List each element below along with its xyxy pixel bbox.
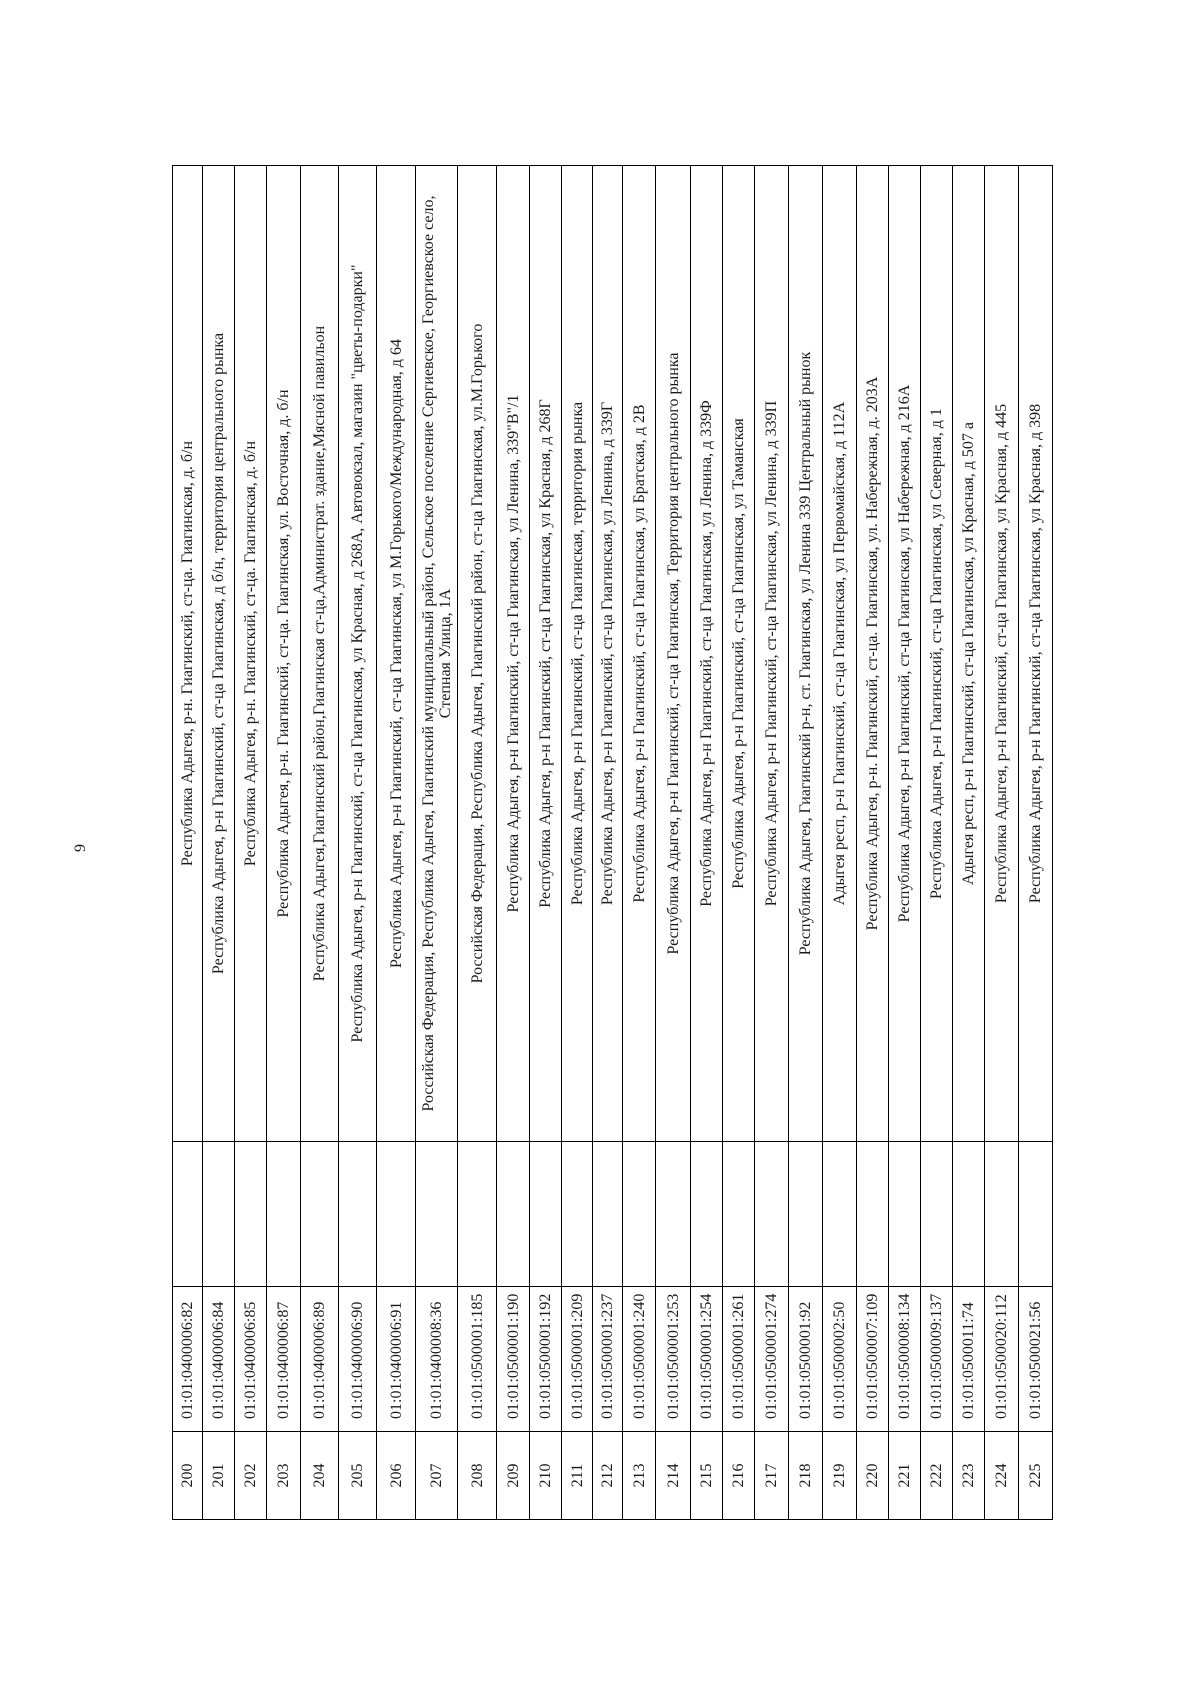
address-cell: Республика Адыгея, р-н Гиагинский, ст-ца Гиагинская, Территория центрального рынка: [656, 166, 691, 1142]
empty-cell: [203, 1142, 235, 1287]
cadastral-number-cell: 01:01:0500001:192: [530, 1287, 562, 1432]
table-row: [985, 166, 1019, 1520]
empty-cell: [656, 1142, 691, 1287]
table-row: [377, 166, 416, 1520]
row-number-cell: 216: [723, 1432, 755, 1520]
empty-cell: [857, 1142, 889, 1287]
cadastral-number-cell: 01:01:0500001:261: [723, 1287, 755, 1432]
cadastral-number-cell: 01:01:0500001:254: [691, 1287, 723, 1432]
row-number-cell: 205: [339, 1432, 377, 1520]
row-number-cell: 206: [377, 1432, 416, 1520]
address-cell: Республика Адыгея, р-н Гиагинский, ст-ца Гиагинская, ул Братская, д 2В: [623, 166, 656, 1142]
cadastral-table: [172, 165, 1053, 1520]
row-number-cell: 215: [691, 1432, 723, 1520]
address-cell: Республика Адыгея, р-н Гиагинский, ст-ца Гиагинская, ул Набережная, д 216А: [889, 166, 921, 1142]
row-number-cell: 212: [593, 1432, 623, 1520]
address-cell: Республика Адыгея, р-н Гиагинский, ст-ца Гиагинская, ул Ленина, д 339П: [755, 166, 789, 1142]
address-cell: Республика Адыгея, р-н. Гиагинский, ст-ца. Гиагинская, ул. Восточная, д. б/н: [267, 166, 301, 1142]
cadastral-number-cell: 01:01:0500001:237: [593, 1287, 623, 1432]
address-cell: Республика Адыгея,Гиагинский район,Гиагинская ст-ца,Администрат. здание,Мясной павильон: [301, 166, 339, 1142]
row-number-cell: 202: [235, 1432, 267, 1520]
table-row: [235, 166, 267, 1520]
table-row: [497, 166, 530, 1520]
row-number-cell: 218: [789, 1432, 823, 1520]
empty-cell: [458, 1142, 497, 1287]
cadastral-number-cell: 01:01:0500001:253: [656, 1287, 691, 1432]
table-row: [823, 166, 857, 1520]
table-row: [857, 166, 889, 1520]
row-number-cell: 210: [530, 1432, 562, 1520]
table-row: [562, 166, 593, 1520]
row-number-cell: 221: [889, 1432, 921, 1520]
empty-cell: [889, 1142, 921, 1287]
cadastral-number-cell: 01:01:0500002:50: [823, 1287, 857, 1432]
row-number-cell: 213: [623, 1432, 656, 1520]
address-cell: Республика Адыгея, р-н Гиагинский, ст-ца Гиагинская, ул Северная, д 1: [921, 166, 953, 1142]
empty-cell: [497, 1142, 530, 1287]
table-row: [339, 166, 377, 1520]
table-row: [301, 166, 339, 1520]
empty-cell: [562, 1142, 593, 1287]
address-cell: Республика Адыгея, р-н. Гиагинский, ст-ца. Гиагинская, д. б/н: [235, 166, 267, 1142]
address-cell: Российская Федерация, Республика Адыгея, Гиагинский муниципальный район, Сельское поселение Сергиевское, Георгиевское село, Степная Улица, 1А: [416, 166, 458, 1142]
cadastral-number-cell: 01:01:0500011:74: [953, 1287, 985, 1432]
table-row: [1019, 166, 1053, 1520]
empty-cell: [416, 1142, 458, 1287]
address-cell: Республика Адыгея, р-н Гиагинский, ст-ца Гиагинская, ул Таманская: [723, 166, 755, 1142]
table-row: [953, 166, 985, 1520]
cadastral-number-cell: 01:01:0400006:90: [339, 1287, 377, 1432]
table-row: [173, 166, 203, 1520]
table-row: [530, 166, 562, 1520]
table-row: [267, 166, 301, 1520]
table-row: [203, 166, 235, 1520]
table-row: [623, 166, 656, 1520]
cadastral-number-cell: 01:01:0500001:185: [458, 1287, 497, 1432]
row-number-cell: 201: [203, 1432, 235, 1520]
table-row: [889, 166, 921, 1520]
row-number-cell: 220: [857, 1432, 889, 1520]
empty-cell: [377, 1142, 416, 1287]
empty-cell: [823, 1142, 857, 1287]
cadastral-number-cell: 01:01:0500008:134: [889, 1287, 921, 1432]
table-row: [789, 166, 823, 1520]
row-number-cell: 207: [416, 1432, 458, 1520]
address-cell: Республика Адыгея, р-н Гиагинский, ст-ца Гиагинская, д б/н, территория центрального рынка: [203, 166, 235, 1142]
address-cell: Республика Адыгея, р-н Гиагинский, ст-ца Гиагинская, территория рынка: [562, 166, 593, 1142]
empty-cell: [339, 1142, 377, 1287]
row-number-cell: 214: [656, 1432, 691, 1520]
address-cell: Республика Адыгея, р-н Гиагинский, ст-ца Гиагинская, ул М.Горького/Международная, д 64: [377, 166, 416, 1142]
address-cell: Республика Адыгея, р-н Гиагинский, ст-ца Гиагинская, ул Красная, д 445: [985, 166, 1019, 1142]
cadastral-number-cell: 01:01:0500001:92: [789, 1287, 823, 1432]
address-cell: Республика Адыгея, р-н Гиагинский, ст-ца Гиагинская, ул Красная, д 398: [1019, 166, 1053, 1142]
empty-cell: [1019, 1142, 1053, 1287]
row-number-cell: 204: [301, 1432, 339, 1520]
row-number-cell: 203: [267, 1432, 301, 1520]
empty-cell: [953, 1142, 985, 1287]
row-number-cell: 217: [755, 1432, 789, 1520]
address-cell: Республика Адыгея, р-н Гиагинский, ст-ца Гиагинская, ул Ленина, 339"В"/1: [497, 166, 530, 1142]
empty-cell: [623, 1142, 656, 1287]
rotated-table-frame: [172, 166, 1052, 1520]
address-cell: Республика Адыгея, р-н Гиагинский, ст-ца Гиагинская, ул Красная, д 268А, Автовокзал, магазин "цветы-подарки": [339, 166, 377, 1142]
table-row: [723, 166, 755, 1520]
table-row: [921, 166, 953, 1520]
row-number-cell: 208: [458, 1432, 497, 1520]
cadastral-number-cell: 01:01:0400006:82: [173, 1287, 203, 1432]
cadastral-number-cell: 01:01:0400006:84: [203, 1287, 235, 1432]
address-cell: Республика Адыгея, р-н Гиагинский, ст-ца Гиагинская, ул Красная, д 268Г: [530, 166, 562, 1142]
cadastral-number-cell: 01:01:0500001:209: [562, 1287, 593, 1432]
address-cell: Адыгея респ, р-н Гиагинский, ст-ца Гиагинская, ул Красная, д 507 а: [953, 166, 985, 1142]
cadastral-number-cell: 01:01:0500001:190: [497, 1287, 530, 1432]
cadastral-number-cell: 01:01:0400006:91: [377, 1287, 416, 1432]
row-number-cell: 211: [562, 1432, 593, 1520]
table-row: [593, 166, 623, 1520]
row-number-cell: 222: [921, 1432, 953, 1520]
address-cell: Республика Адыгея, р-н Гиагинский, ст-ца Гиагинская, ул Ленина, д 339Ф: [691, 166, 723, 1142]
empty-cell: [301, 1142, 339, 1287]
cadastral-number-cell: 01:01:0400006:85: [235, 1287, 267, 1432]
empty-cell: [267, 1142, 301, 1287]
row-number-cell: 209: [497, 1432, 530, 1520]
address-cell: Республика Адыгея, р-н Гиагинский, ст-ца Гиагинская, ул Ленина, д 339Г: [593, 166, 623, 1142]
address-cell: Республика Адыгея, Гиагинский р-н, ст. Гиагинская, ул Ленина 339 Центральный рынок: [789, 166, 823, 1142]
empty-cell: [755, 1142, 789, 1287]
row-number-cell: 219: [823, 1432, 857, 1520]
empty-cell: [530, 1142, 562, 1287]
table-row: [755, 166, 789, 1520]
cadastral-number-cell: 01:01:0400006:89: [301, 1287, 339, 1432]
cadastral-number-cell: 01:01:0500020:112: [985, 1287, 1019, 1432]
address-cell: Республика Адыгея, р-н. Гиагинский, ст-ца. Гиагинская, д. б/н: [173, 166, 203, 1142]
row-number-cell: 224: [985, 1432, 1019, 1520]
empty-cell: [789, 1142, 823, 1287]
empty-cell: [173, 1142, 203, 1287]
table-row: [458, 166, 497, 1520]
empty-cell: [593, 1142, 623, 1287]
cadastral-number-cell: 01:01:0500001:240: [623, 1287, 656, 1432]
empty-cell: [235, 1142, 267, 1287]
row-number-cell: 200: [173, 1432, 203, 1520]
empty-cell: [985, 1142, 1019, 1287]
page-number: 9: [72, 844, 89, 852]
address-cell: Адыгея респ, р-н Гиагинский, ст-ца Гиагинская, ул Первомайская, д 112А: [823, 166, 857, 1142]
table-row: [416, 166, 458, 1520]
empty-cell: [691, 1142, 723, 1287]
address-cell: Российская Федерация, Республика Адыгея, Гиагинский район, ст-ца Гиагинская, ул.М.Горького: [458, 166, 497, 1142]
row-number-cell: 225: [1019, 1432, 1053, 1520]
table-row: [656, 166, 691, 1520]
cadastral-number-cell: 01:01:0400006:87: [267, 1287, 301, 1432]
address-cell: Республика Адыгея, р-н. Гиагинский, ст-ца. Гиагинская, ул. Набережная, д. 203А: [857, 166, 889, 1142]
cadastral-number-cell: 01:01:0400008:36: [416, 1287, 458, 1432]
cadastral-number-cell: 01:01:0500021:56: [1019, 1287, 1053, 1432]
cadastral-number-cell: 01:01:0500009:137: [921, 1287, 953, 1432]
empty-cell: [921, 1142, 953, 1287]
cadastral-number-cell: 01:01:0500007:109: [857, 1287, 889, 1432]
table-row: [691, 166, 723, 1520]
empty-cell: [723, 1142, 755, 1287]
row-number-cell: 223: [953, 1432, 985, 1520]
table-body: [173, 166, 1053, 1520]
cadastral-number-cell: 01:01:0500001:274: [755, 1287, 789, 1432]
